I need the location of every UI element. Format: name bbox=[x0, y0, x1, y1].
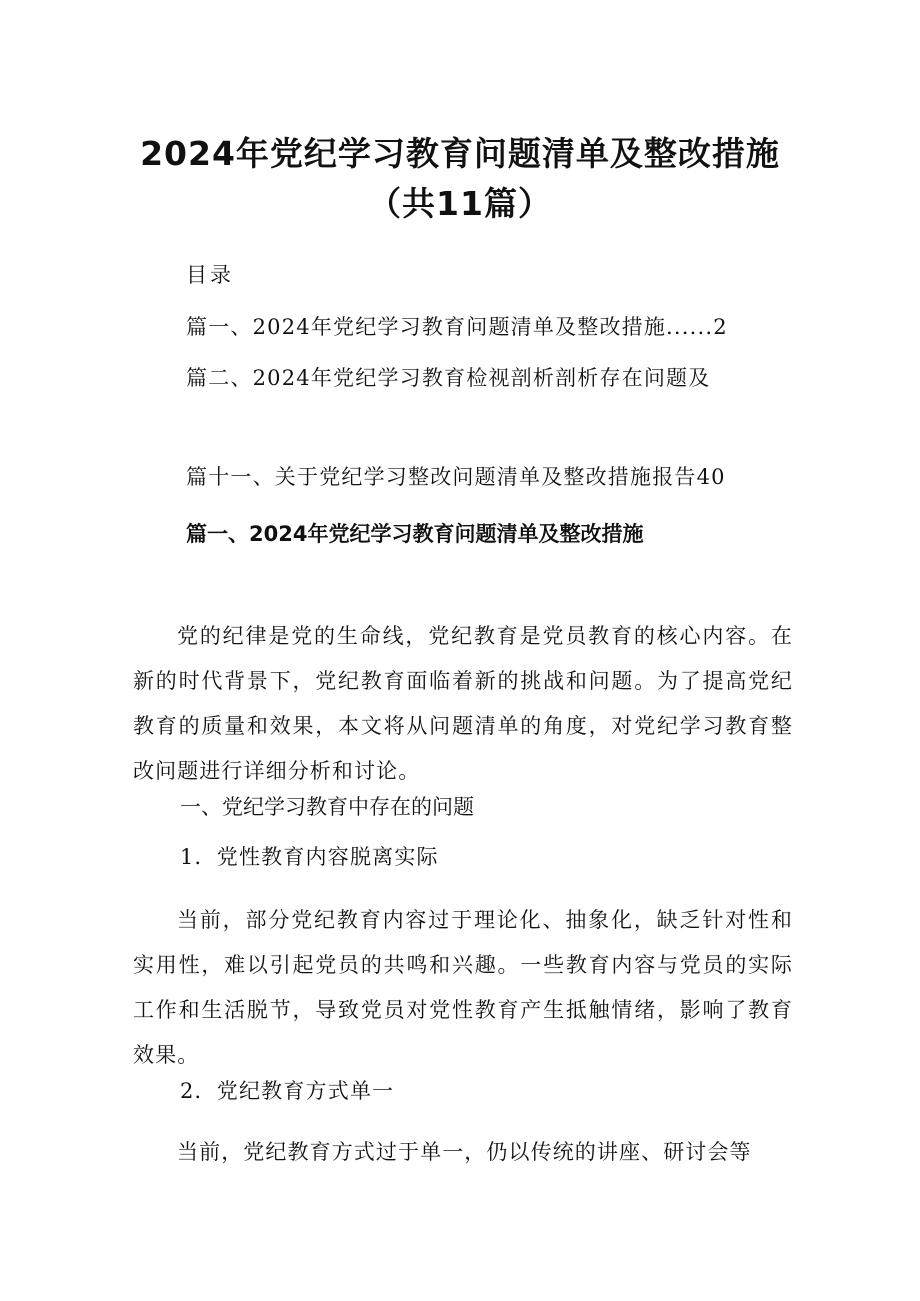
toc-item-11[interactable]: 篇十一、关于党纪学习整改问题清单及整改措施报告40 bbox=[186, 465, 726, 489]
paragraph-1: 当前，部分党纪教育内容过于理论化、抽象化，缺乏针对性和实用性，难以引起党员的共鸣和兴趣。一些教育内容与党员的实际工作和生活脱节，导致党员对党性教育产生抵触情绪，影响了教育效果。 bbox=[133, 908, 793, 1067]
subheading-1: 1．党性教育内容脱离实际 bbox=[180, 845, 439, 869]
section-title: 篇一、2024年党纪学习教育问题清单及整改措施 bbox=[186, 522, 644, 546]
paragraph-2: 当前，党纪教育方式过于单一，仍以传统的讲座、研讨会等 bbox=[177, 1140, 752, 1164]
toc-heading: 目录 bbox=[186, 263, 234, 287]
document-title: 2024年党纪学习教育问题清单及整改措施 bbox=[140, 134, 780, 173]
toc-item-2[interactable]: 篇二、2024年党纪学习教育检视剖析剖析存在问题及 bbox=[186, 366, 711, 390]
toc-item-1[interactable]: 篇一、2024年党纪学习教育问题清单及整改措施......2 bbox=[186, 315, 728, 339]
document-subtitle: （共11篇） bbox=[368, 184, 552, 223]
heading-problems: 一、党纪学习教育中存在的问题 bbox=[180, 795, 474, 819]
subheading-2: 2．党纪教育方式单一 bbox=[180, 1079, 395, 1103]
intro-paragraph: 党的纪律是党的生命线，党纪教育是党员教育的核心内容。在新的时代背景下，党纪教育面临着新的挑战和问题。为了提高党纪教育的质量和效果，本文将从问题清单的角度，对党纪学习教育整改问题进行详细分析和讨论。 bbox=[133, 624, 793, 783]
